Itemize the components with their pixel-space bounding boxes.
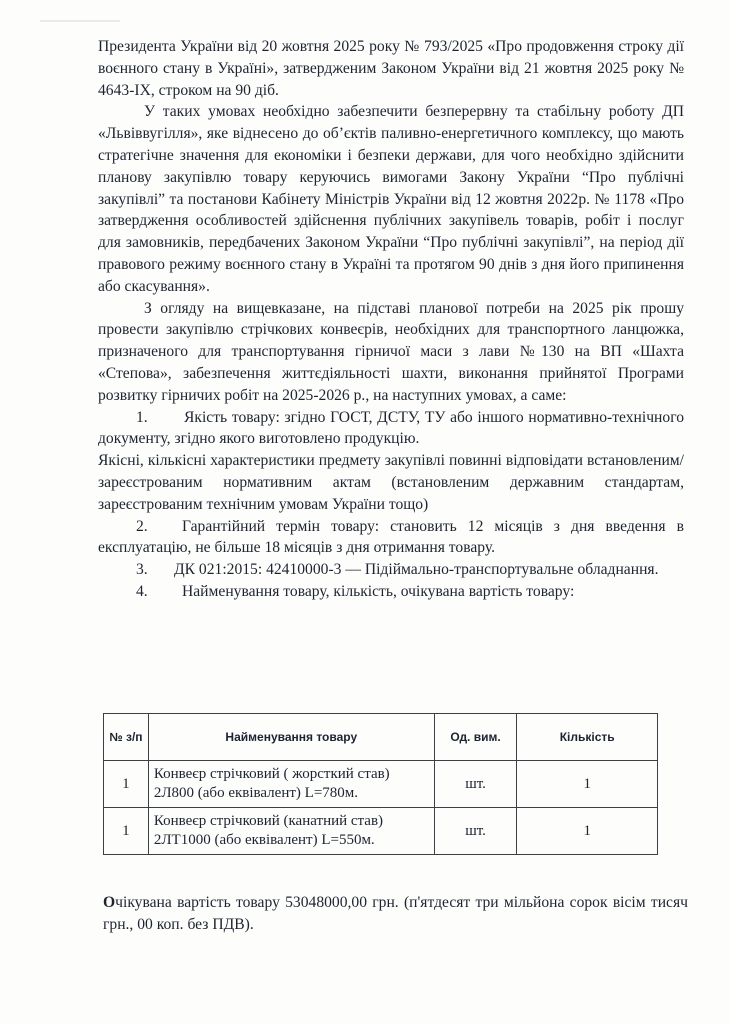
paragraph-2: З огляду на вищевказане, на підставі планової потреби на 2025 рік прошу провести закупівлю стрічкових конвеєрів, необхідних для транспортного ланцюжка, призначеного для транспортування гірничої маси з лави №130 на ВП «Шахта «Степова», забезпечення життєдіяльності шахти, виконання прийнятої Програми розвитку гірничих робіт на 2025-2026 р., на наступних умовах, а саме:	[98, 299, 684, 404]
list-text: Якість товару: згідно ГОСТ, ДСТУ, ТУ або іншого нормативно-технічного документу, згідно якого виготовлено продукцію.	[98, 408, 684, 448]
list-item-2	[98, 516, 684, 560]
cell-name: Конвеєр стрічковий ( жорсткий став) 2Л800 (або еквівалент) L=780м.	[148, 761, 434, 808]
list-number: 4.	[136, 582, 148, 600]
cell-qty: 1	[517, 761, 658, 808]
list-item-3	[98, 559, 684, 581]
goods-table	[103, 713, 658, 855]
cell-no: 1	[104, 808, 149, 855]
list-item-1	[98, 407, 684, 451]
cell-no: 1	[104, 761, 149, 808]
table-header-row	[104, 714, 658, 761]
intro-paragraph: Президента України від 20 жовтня 2025 року № 793/2025 «Про продовження строку дії воєнного стану в Україні», затвердженим Законом України від 21 жовтня 2025 року № 4643-ІХ, строком на 90 діб.	[98, 38, 684, 99]
list-item-4	[98, 581, 684, 603]
header-qty: Кількість	[517, 714, 658, 761]
expected-cost	[103, 892, 688, 936]
list-number: 3.	[136, 561, 148, 579]
header-name: Найменування товару	[148, 714, 434, 761]
table-row	[104, 808, 658, 855]
paragraph-1: У таких умовах необхідно забезпечити безперервну та стабільну роботу ДП «Львіввугілля», яке віднесено до об’єктів паливно-енергетичного комплексу, що мають стратегічне значення для економіки і безпеки держави, для чого необхідно здійснити планову закупівлю товару керуючись вимогами Закону України “Про публічні закупівлі” та постанови Кабінету Міністрів України від 12 жовтня 2022р. № 1178 «Про затвердження особливостей здійснення публічних закупівель товарів, робіт і послуг для замовників, передбачених Законом України “Про публічні закупівлі”, на період дії правового режиму воєнного стану в Україні та протягом 90 днів з дня його припинення або скасування».	[98, 103, 684, 295]
list-number: 2.	[136, 517, 148, 535]
list-text: Гарантійний термін товару: становить 12 місяців з дня введення в експлуатацію, не більше 18 місяців з дня отримання товару.	[98, 517, 684, 557]
expected-cost-initial: О	[103, 893, 116, 911]
scan-artifact	[40, 20, 120, 22]
cell-qty: 1	[517, 808, 658, 855]
list-text: Найменування товару, кількість, очікувана вартість товару:	[182, 582, 575, 600]
list-text: ДК 021:2015: 42410000-3 — Підіймально-транспортувальне обладнання.	[174, 561, 659, 579]
list-number: 1.	[136, 408, 148, 426]
cell-unit: шт.	[434, 761, 517, 808]
header-no: № з/п	[104, 714, 149, 761]
expected-cost-text: чікувана вартість товару 53048000,00 грн. (п'ятдесят три мільйона сорок вісім тисяч грн., 00 коп. без ПДВ).	[103, 893, 688, 933]
cell-name: Конвеєр стрічковий (канатний став) 2ЛТ1000 (або еквівалент) L=550м.	[148, 808, 434, 855]
table-row	[104, 761, 658, 808]
quality-note: Якісні, кількісні характеристики предмету закупівлі повинні відповідати встановленим/зареєстрованим нормативним актам (встановленим державним стандартам, зареєстрованим технічним умовам України тощо)	[98, 452, 684, 513]
cell-unit: шт.	[434, 808, 517, 855]
document-body	[98, 36, 684, 603]
header-unit: Од. вим.	[434, 714, 517, 761]
